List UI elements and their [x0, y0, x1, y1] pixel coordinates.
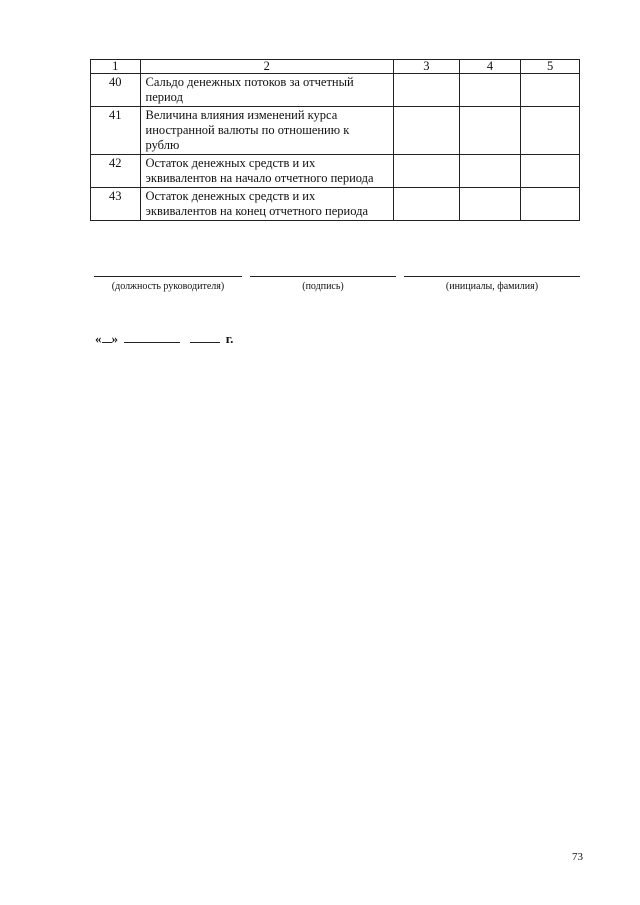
- row-name: [140, 74, 394, 107]
- row-code: 43: [91, 188, 141, 221]
- row-name-line: иностранной валюты по отношению к: [145, 123, 350, 137]
- value-cell-3: [394, 107, 460, 155]
- value-cell-5: [521, 74, 580, 107]
- table-header-row: [91, 60, 580, 74]
- row-name-line: Остаток денежных средств и их: [145, 156, 316, 170]
- row-name-line: эквивалентов на конец отчетного периода: [145, 204, 369, 218]
- date-line: [95, 331, 233, 347]
- page-number: 73: [572, 851, 583, 863]
- value-cell-3: [394, 74, 460, 107]
- row-name-line: Сальдо денежных потоков за отчетный: [145, 75, 354, 89]
- value-cell-5: [521, 107, 580, 155]
- row-name-line: период: [145, 90, 183, 104]
- value-cell-3: [394, 155, 460, 188]
- value-cell-4: [459, 74, 521, 107]
- name-label: (инициалы, фамилия): [445, 281, 539, 292]
- day-blank: [102, 331, 112, 343]
- position-signature-line: [94, 276, 242, 277]
- row-code: 40: [91, 74, 141, 107]
- name-signature-line: [404, 276, 580, 277]
- table-row-42: [91, 155, 580, 188]
- date-open-quote: «: [95, 331, 102, 346]
- value-cell-4: [459, 155, 521, 188]
- value-cell-5: [521, 155, 580, 188]
- signature-line: [250, 276, 396, 277]
- value-cell-5: [521, 188, 580, 221]
- value-cell-3: [394, 188, 460, 221]
- year-blank: [190, 331, 220, 343]
- column-header-5: 5: [521, 60, 580, 74]
- column-header-1: 1: [91, 60, 141, 74]
- column-header-3: 3: [394, 60, 460, 74]
- position-label: (должность руководителя): [111, 281, 225, 292]
- cash-flow-table: [90, 59, 580, 221]
- row-name: [140, 107, 394, 155]
- row-name: [140, 155, 394, 188]
- row-name-line: Величина влияния изменений курса: [145, 108, 338, 122]
- table-row-41: [91, 107, 580, 155]
- month-blank: [124, 331, 180, 343]
- row-name-line: Остаток денежных средств и их: [145, 189, 316, 203]
- year-suffix: г.: [225, 331, 234, 346]
- column-header-2: 2: [140, 60, 394, 74]
- value-cell-4: [459, 107, 521, 155]
- table-row-43: [91, 188, 580, 221]
- row-code: 42: [91, 155, 141, 188]
- row-name-line: рублю: [145, 138, 180, 152]
- signature-label: (подпись): [302, 281, 344, 292]
- value-cell-4: [459, 188, 521, 221]
- row-code: 41: [91, 107, 141, 155]
- row-name-line: эквивалентов на начало отчетного периода: [145, 171, 374, 185]
- column-header-4: 4: [459, 60, 521, 74]
- date-close-quote: »: [111, 331, 118, 346]
- table-row-40: [91, 74, 580, 107]
- row-name: [140, 188, 394, 221]
